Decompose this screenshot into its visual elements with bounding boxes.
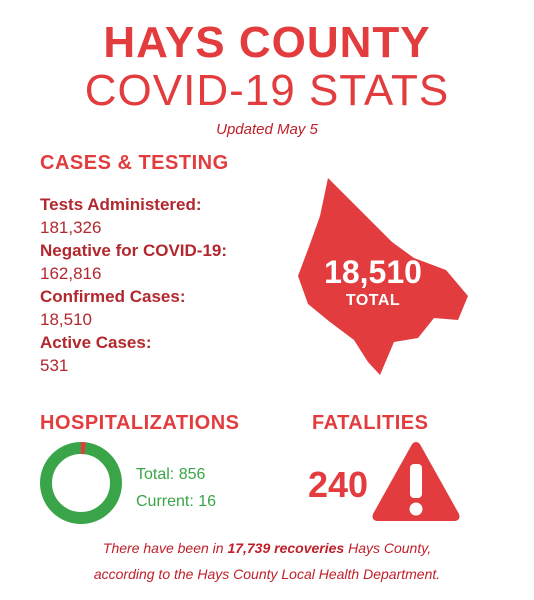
footer-text-post: Hays County, — [344, 540, 432, 556]
cases-testing-heading: CASES & TESTING — [40, 152, 229, 174]
donut-ring-icon — [38, 440, 124, 526]
hospitalization-figures — [136, 461, 216, 515]
footer-source-line: according to the Hays County Local Health Department. — [93, 566, 441, 582]
warning-exclamation-icon — [370, 440, 462, 524]
hospitalizations-heading: HOSPITALIZATIONS — [40, 412, 240, 434]
footer-recoveries-count: 17,739 recoveries — [227, 540, 345, 556]
cases-stats-list — [40, 194, 300, 378]
stat-value-negative: 162,816 — [40, 264, 102, 283]
total-cases-number: 18,510 — [324, 254, 422, 290]
updated-date: Updated May 5 — [216, 121, 318, 138]
page-title: HAYS COUNTY — [103, 18, 431, 67]
footer-recoveries-line — [0, 540, 534, 556]
stat-value-tests: 181,326 — [40, 218, 102, 237]
stat-label-negative: Negative for COVID-19: — [40, 241, 228, 260]
footer-text-pre: There have been in — [102, 540, 228, 556]
stat-label-confirmed: Confirmed Cases: — [40, 287, 186, 306]
fatalities-heading: FATALITIES — [312, 412, 429, 434]
stat-value-active: 531 — [40, 356, 69, 375]
hospitalizations-total: Total: 856 — [136, 466, 206, 483]
fatalities-number: 240 — [308, 464, 369, 505]
page-subtitle: COVID-19 STATS — [84, 66, 450, 115]
stat-value-confirmed: 18,510 — [40, 310, 92, 329]
donut-ring-track — [46, 448, 116, 518]
total-cases-label: TOTAL — [345, 292, 401, 309]
hospitalizations-current: Current: 16 — [136, 493, 217, 510]
stat-label-tests: Tests Administered: — [40, 195, 202, 214]
stat-label-active: Active Cases: — [40, 333, 152, 352]
